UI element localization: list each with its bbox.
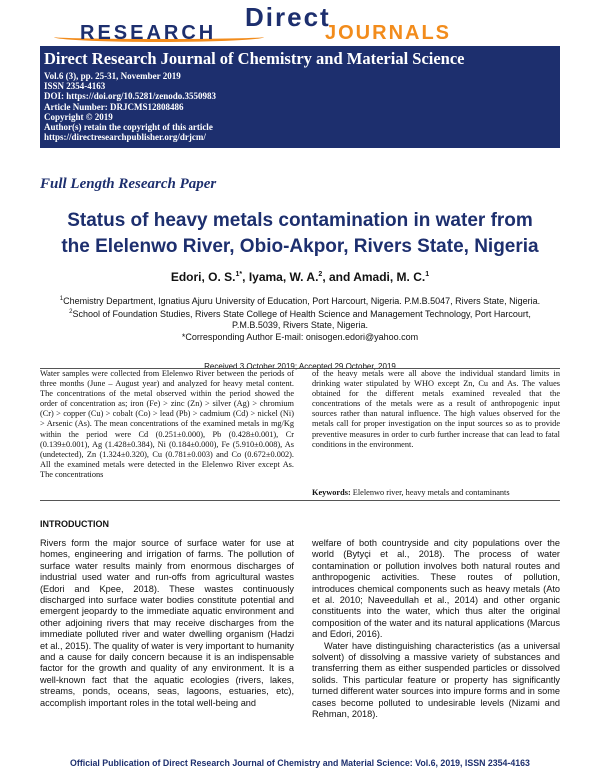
title-line: Status of heavy metals contamination in water from xyxy=(67,210,533,231)
affiliation-text: Chemistry Department, Ignatius Ajuru University of Education, Port Harcourt, Nigeria. P.M.B.5047, Rivers State, Nigeria. xyxy=(63,296,541,306)
author-name: Iyama, W. A. xyxy=(248,270,319,284)
author-sep: , xyxy=(242,270,249,284)
author-name: Amadi, M. C. xyxy=(353,270,426,284)
author-sup: 2 xyxy=(318,271,323,278)
corresponding-author xyxy=(50,332,550,343)
intro-column-right xyxy=(312,538,560,721)
affiliation-text: School of Foundation Studies, Rivers State College of Health Science and Management Technology, Port Harcourt, P.M.B.5039, Rivers State, Nigeria. xyxy=(72,309,531,331)
keywords-text: Elelenwo river, heavy metals and contaminants xyxy=(350,488,510,497)
author-sep: , and xyxy=(322,270,354,284)
author-sup: 1 xyxy=(425,271,430,278)
page-footer: Official Publication of Direct Research Journal of Chemistry and Material Science: Vol.6, 2019, ISSN 2354-4163 xyxy=(70,758,530,768)
rights-line: Author(s) retain the copyright of this article xyxy=(44,122,213,133)
volume-line: Vol.6 (3), pp. 25-31, November 2019 xyxy=(44,71,181,81)
copyright-line: Copyright © 2019 xyxy=(44,111,113,122)
author-sup: 1* xyxy=(235,271,243,278)
received-dates: Received 3 October 2019; Accepted 29 October, 2019 xyxy=(204,362,396,371)
issn-line: ISSN 2354-4163 xyxy=(44,81,106,92)
journal-title: Direct Research Journal of Chemistry and Material Science xyxy=(44,49,465,68)
affiliation xyxy=(50,307,550,331)
logo-journals-text: JOURNALS xyxy=(325,22,452,44)
corresponding-email[interactable]: *Corresponding Author E-mail: onisogen.edori@yahoo.com xyxy=(181,331,419,342)
doi-link[interactable]: DOI: https://doi.org/10.5281/zenodo.3550983 xyxy=(44,91,217,102)
logo-research-text: RESEARCH xyxy=(80,22,217,44)
title-line: the Elelenwo River, Obio-Akpor, Rivers State, Nigeria xyxy=(61,236,539,257)
article-number-line: Article Number: DRJCMS12808486 xyxy=(44,101,184,112)
paragraph: welfare of both countryside and city populations over the world (Bytyçi et al., 2018). The process of water contamination or pollution involves both natural routes and anthropogenic activities. These routes of pollution, introduces chemical components such as heavy metals (Ato et al. 2010; Naveedullah et al., 2014) and other organic constituents into the water, which thus alter the original composition of the water and its natural applications (Marcus and Edori, 2016). xyxy=(312,538,560,640)
intro-column-left xyxy=(40,538,294,709)
abstract-right: of the heavy metals were all above the individual standard limits in drinking water stipulated by WHO except Zn, Cu and As. The values obtained for the different metals examined revealed that the concentrations of the metals were as a result of anthropogenic input sources rather than natural influence. The high values observed for the metals call for proper investigation on the input sources so as to provide preventive measures in order to curb further increase that can lead to fatal conditions in the environment. xyxy=(312,369,560,449)
abstract-left: Water samples were collected from Elelenwo River between the periods of three months (June – August year) and analyzed for heavy metal content. The concentrations of the metal observed within the period showed the order of concentration as; iron (Fe) > zinc (Zn) > silver (Ag) > chromium (Cr) > copper (Cu) > cobalt (Co) > lead (Pb) > cadmium (Cd) > nickel (Ni) > Arsenic (As). The mean concentrations of the examined metals in mg/Kg within the period were Cd (0.251±0.000), Pb (0.428±0.001), Cr (0.139±0.001), Ag (1.428±0.384), Ni (0.184±0.000), Fe (5.910±0.008), As (undetected), Zn (1.324±0.320), Cu (0.781±0.003) and Co (0.672±0.002). All the examined metals were detected in the Elelenwo River except As. The concentrations xyxy=(40,369,294,479)
author-name: Edori, O. S. xyxy=(170,270,236,284)
journal-url-link[interactable]: https://directresearchpublisher.org/drjcm/ xyxy=(44,132,206,143)
article-meta xyxy=(44,71,556,142)
paragraph: Rivers form the major source of surface water for use at homes, engineering and irrigation of farms. The pollution of surface water results mainly from enormous discharges of industrial used water and run-offs from agricultural wastes (Edori and Kpee, 2018). These wastes continuously discharged into surface water bodies constitute potential and emergent jeopardy to the immediate aquatic environment and other adjoining rivers that may receive discharges from the immediate polluted river and water dwelling organism (Hadzi et al., 2015). The quality of water is very important to humanity and a cause for daily concern because it is an indispensable factor for the growth and quality of any environment. It is a well-known fact that the aquatic ecologies (rivers, lakes, streams, ponds, oceans, seas, lagoons, estuaries, etc), accomplish important roles in the total well-being and xyxy=(40,538,294,708)
journal-logo xyxy=(40,4,560,42)
journal-banner xyxy=(40,46,560,148)
affiliations xyxy=(50,294,550,343)
keywords xyxy=(312,488,560,497)
logo-direct-text: Direct xyxy=(245,2,331,32)
divider xyxy=(40,500,560,501)
paper-type: Full Length Research Paper xyxy=(40,176,217,192)
keywords-label: Keywords: xyxy=(312,488,351,497)
affiliation-sup: 2 xyxy=(69,309,73,316)
affiliation xyxy=(50,294,550,307)
affiliation-sup: 1 xyxy=(59,296,64,302)
paragraph: Water have distinguishing characteristics (as a universal solvent) of dissolving a massive variety of substances and transferring them as either suspended particles or dissolved solids. This particular feature or property has significantly turned different water sources into impure forms and in some cases become polluted to undesirable levels (Nizami and Rehman, 2018). xyxy=(312,640,560,720)
author-list xyxy=(40,270,560,284)
section-heading: INTRODUCTION xyxy=(40,519,109,529)
article-title xyxy=(40,208,560,260)
